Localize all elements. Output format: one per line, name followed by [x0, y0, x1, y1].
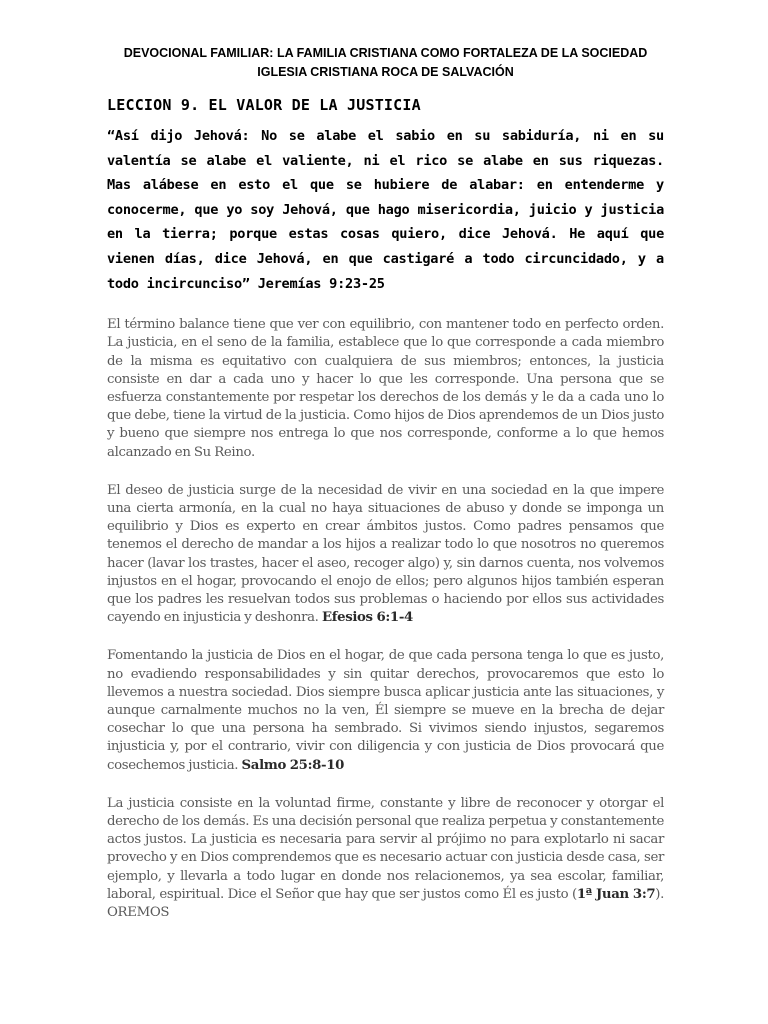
- header-church-name: IGLESIA CRISTIANA ROCA DE SALVACIÓN: [257, 65, 514, 79]
- paragraph-2-text: El deseo de justicia surge de la necesidad de vivir en una sociedad en la que impere una cierta armonía, en la cual no haya situaciones de abuso y donde se imponga un equilibrio y Dios es experto en crear ámbitos justos. Como padres pensamos que tenemos el derecho de mandar a los hijos a realizar todo lo que nosotros no queremos hacer (lavar los trastes, hacer el aseo, recoger algo) y, sin darnos cuenta, nos volvemos injustos en el hogar, provocando el enojo de ellos; pero algunos hijos también esperan que los padres les resuelvan todos sus problemas o haciendo por ellos sus actividades cayendo en injusticia y deshonra.: [107, 482, 664, 626]
- header-title: DEVOCIONAL FAMILIAR: LA FAMILIA CRISTIANA COMO FORTALEZA DE LA SOCIEDAD: [123, 46, 648, 60]
- scripture-reference: Efesios 6:1-4: [321, 610, 413, 626]
- paragraph-4: [107, 795, 664, 922]
- bible-verse-quote: “Así dijo Jehová: No se alabe el sabio en su sabiduría, ni en su valentía se alabe el valiente, ni el rico se alabe en sus riquezas. Mas alábese en esto el que se hubiere de alabar: en entenderme y conocerme, que yo soy Jehová, que hago misericordia, juicio y justicia en la tierra; porque estas cosas quiero, dice Jehová. He aquí que vienen días, dice Jehová, en que castigaré a todo circuncidado, y a todo incircunciso” Jeremías 9:23-25: [107, 128, 664, 292]
- document-header: [101, 44, 670, 82]
- scripture-reference: Salmo 25:8-10: [241, 757, 345, 773]
- paragraph-3-text: Fomentando la justicia de Dios en el hogar, de que cada persona tenga lo que es justo, no evadiendo responsabilidades y sin quitar derechos, provocaremos que esto lo llevemos a nuestra sociedad. Dios siempre busca aplicar justicia ante las situaciones, y aunque carnalmente muchos no la ven, Él siempre se mueve en la brecha de dejar cosechar lo que una persona ha sembrado. Si vivimos siendo injustos, segaremos injusticia y, por el contrario, vivir con diligencia y con justicia de Dios provocará que cosechemos justicia.: [107, 648, 664, 773]
- paragraph-4-text: La justicia consiste en la voluntad firme, constante y libre de reconocer y otorgar el derecho de los demás. Es una decisión personal que realiza perpetua y constantemente actos justos. La justicia es necesaria para servir al prójimo no para explotarlo ni sacar provecho y en Dios comprendemos que es necesario actuar con justicia desde casa, ser ejemplo, y llevarla a todo lugar en donde nos relacionemos, ya sea escolar, familiar, laboral, espiritual. Dice el Señor que hay que ser justos como Él es justo (: [107, 795, 664, 902]
- scripture-reference: 1ª Juan 3:7: [576, 886, 656, 902]
- paragraph-2: [107, 482, 664, 628]
- paragraph-3: [107, 647, 664, 774]
- paragraph-4-closing: ). OREMOS: [107, 886, 664, 921]
- lesson-title: LECCION 9. EL VALOR DE LA JUSTICIA: [107, 96, 421, 114]
- paragraph-1: El término balance tiene que ver con equilibrio, con mantener todo en perfecto orden. La justicia, en el seno de la familia, establece que lo que corresponde a cada miembro de la misma es equitativo con cualquiera de sus miembros; entonces, la justicia consiste en dar a cada uno y hacer lo que les corresponde. Una persona que se esfuerza constantemente por respetar los derechos de los demás y le da a cada uno lo que debe, tiene la virtud de la justicia. Como hijos de Dios aprendemos de un Dios justo y bueno que siempre nos entrega lo que nos corresponde, conforme a lo que hemos alcanzado en Su Reino.: [107, 317, 664, 460]
